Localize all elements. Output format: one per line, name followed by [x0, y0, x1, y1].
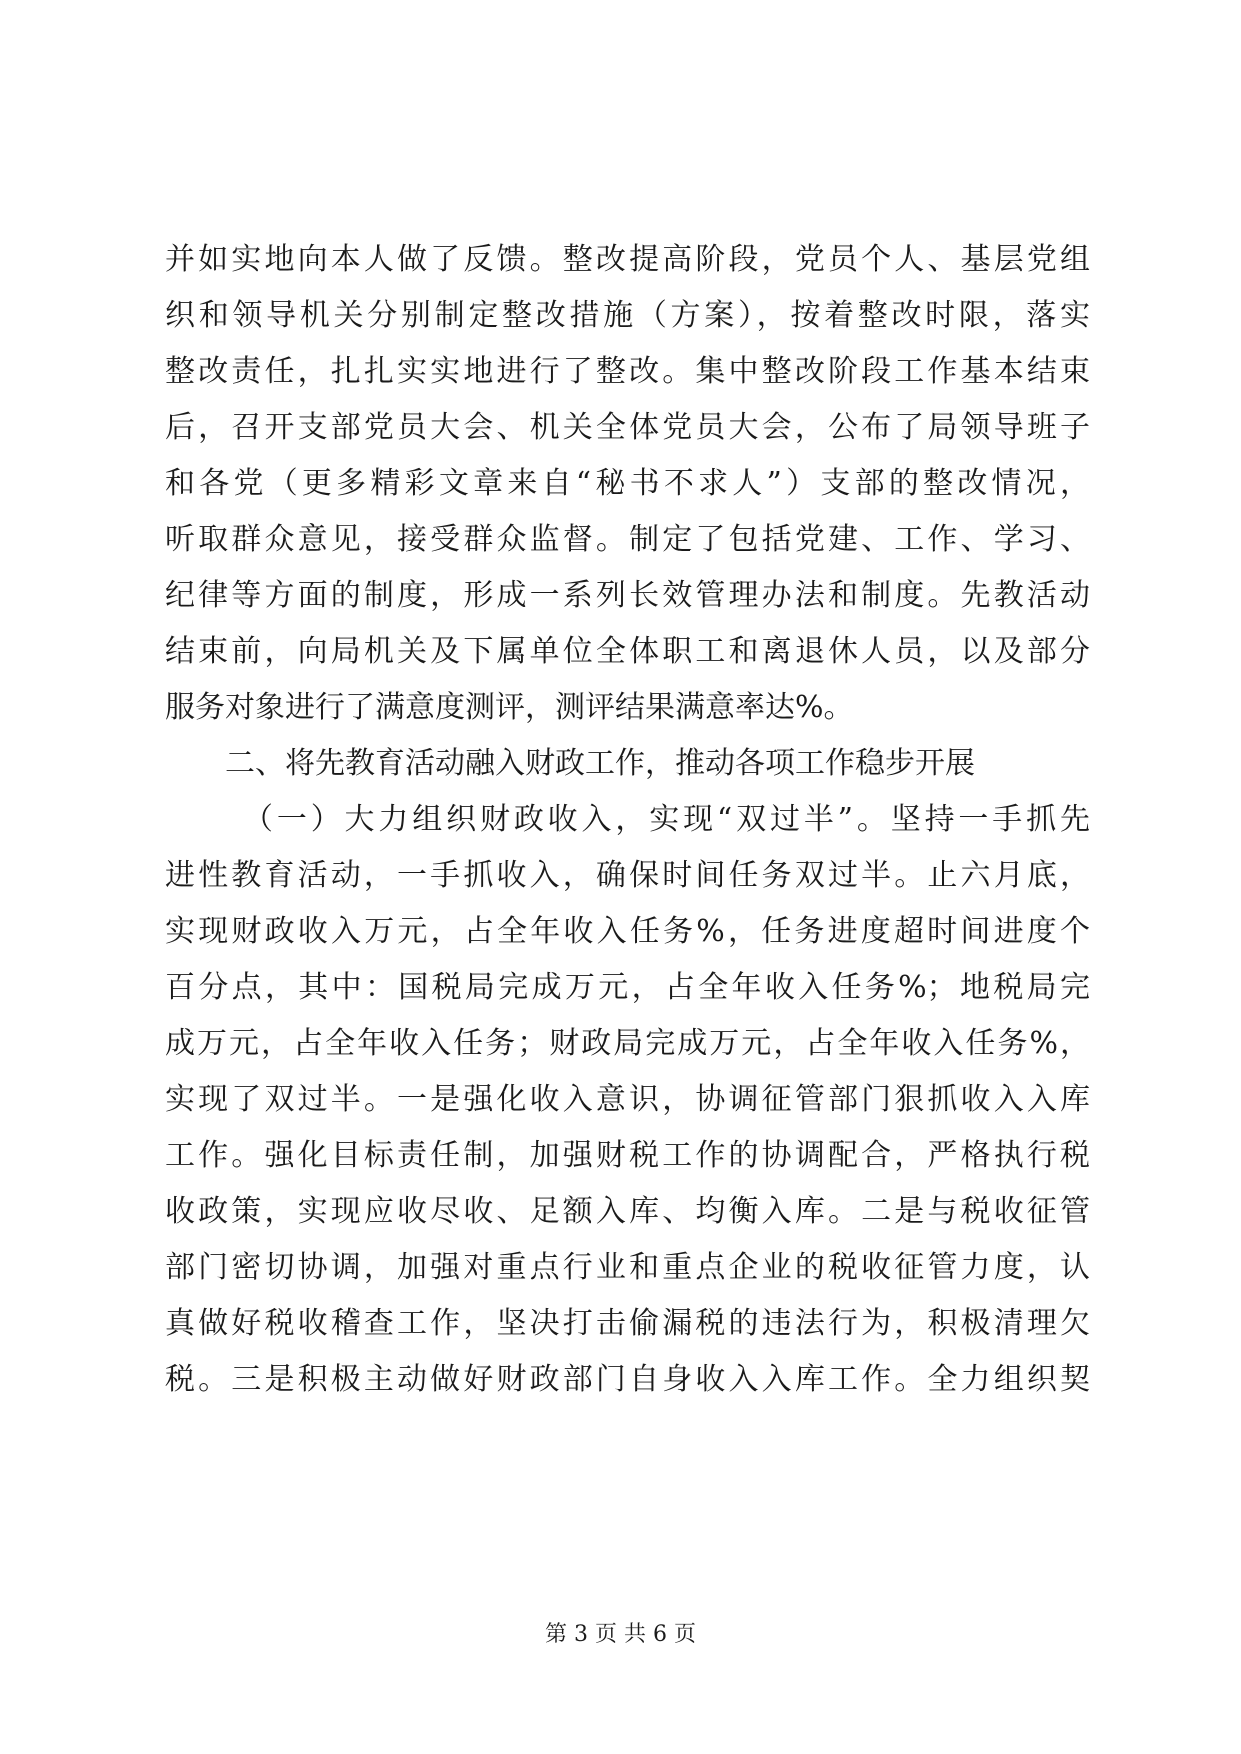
- body-text: [165, 232, 1090, 1408]
- text-line: 服务对象进行了满意度测评，测评结果满意率达%。: [165, 690, 854, 725]
- text-line: 并如实地向本人做了反馈。整改提高阶段，党员个人、基层党组: [165, 242, 1090, 277]
- text-line: 税。三是积极主动做好财政部门自身收入入库工作。全力组织契: [165, 1362, 1090, 1397]
- text-line: 结束前，向局机关及下属单位全体职工和离退休人员，以及部分: [165, 634, 1090, 669]
- page-number-footer: 第 3 页 共 6 页: [545, 1622, 696, 1647]
- text-line: 百分点，其中：国税局完成万元，占全年收入任务%；地税局完: [165, 970, 1090, 1005]
- text-line: 实现了双过半。一是强化收入意识，协调征管部门狠抓收入入库: [165, 1082, 1090, 1117]
- text-line: （一）大力组织财政收入，实现“双过半”。坚持一手抓先: [243, 802, 1090, 837]
- text-line: 进性教育活动，一手抓收入，确保时间任务双过半。止六月底，: [165, 858, 1090, 893]
- text-line: 成万元，占全年收入任务；财政局完成万元，占全年收入任务%，: [165, 1026, 1090, 1061]
- text-line: 织和领导机关分别制定整改措施（方案），按着整改时限，落实: [165, 298, 1090, 333]
- text-line: 和各党（更多精彩文章来自“秘书不求人”）支部的整改情况，: [165, 466, 1090, 501]
- text-line: 整改责任，扎扎实实地进行了整改。集中整改阶段工作基本结束: [165, 354, 1090, 389]
- text-line: 纪律等方面的制度，形成一系列长效管理办法和制度。先教活动: [165, 578, 1090, 613]
- text-line: 部门密切协调，加强对重点行业和重点企业的税收征管力度，认: [165, 1250, 1090, 1285]
- text-line: 听取群众意见，接受群众监督。制定了包括党建、工作、学习、: [165, 522, 1090, 557]
- text-line: 实现财政收入万元，占全年收入任务%，任务进度超时间进度个: [165, 914, 1090, 949]
- text-line: 真做好税收稽查工作，坚决打击偷漏税的违法行为，积极清理欠: [165, 1306, 1090, 1341]
- text-line: 工作。强化目标责任制，加强财税工作的协调配合，严格执行税: [165, 1138, 1090, 1173]
- text-line: 后，召开支部党员大会、机关全体党员大会，公布了局领导班子: [165, 410, 1090, 445]
- section-heading: 二、将先教育活动融入财政工作，推动各项工作稳步开展: [225, 746, 975, 781]
- text-line: 收政策，实现应收尽收、足额入库、均衡入库。二是与税收征管: [165, 1194, 1090, 1229]
